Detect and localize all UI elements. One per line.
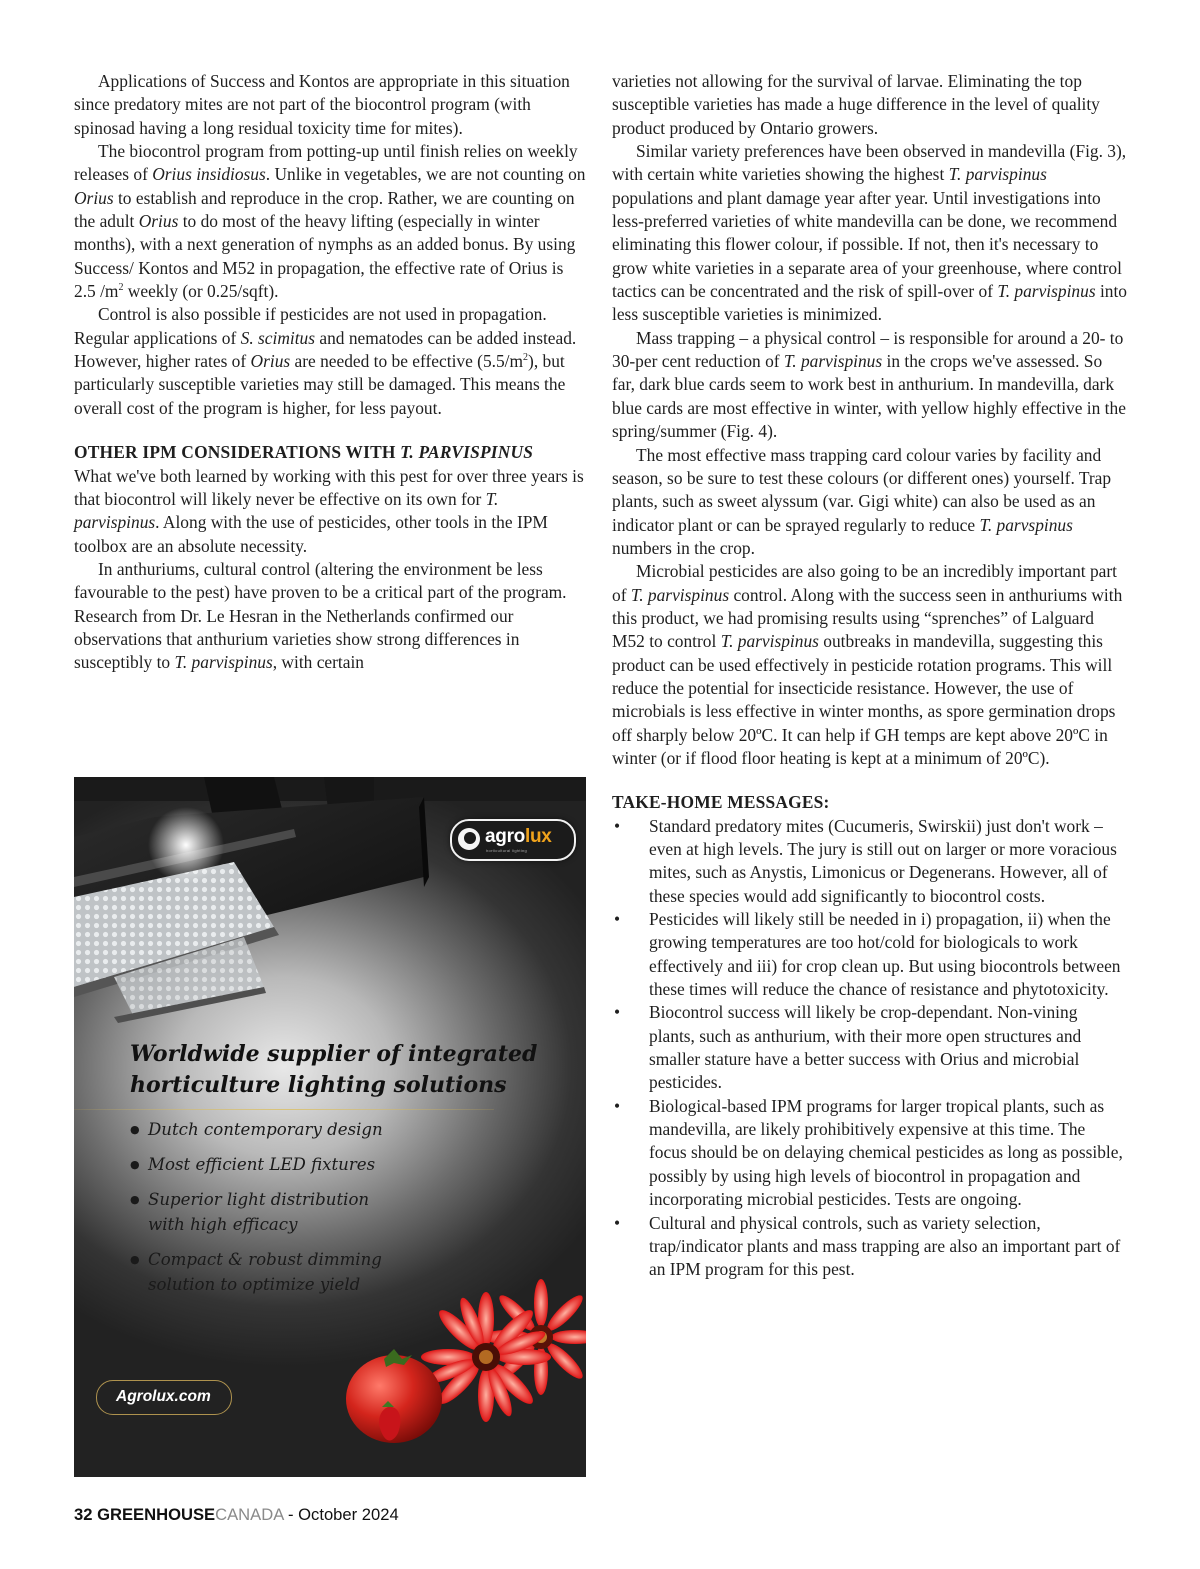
paragraph: Mass trapping – a physical control – is responsible for around a 20- to 30-per cent reduction of T. parvispinus in the crops we've assessed. So far, dark blue cards seem to work best in anthurium. In mandevilla, dark blue cards are most effective in winter, with yellow highly effective in the spring/summer (Fig. 4). (612, 327, 1126, 442)
paragraph: Microbial pesticides are also going to be an incredibly important part of T. parvispinus control. Along with the success seen in anthuriums with this product, we had promising results using “sprenches” of Lalguard M52 to control T. parvispinus outbreaks in mandevilla, suggesting this product can be used effectively in pesticide rotation programs. This will reduce the potential for insecticide resistance. However, the use of microbials is less effective in winter months, as spore germination drops off sharply below 20ºC. It can help if GH temps are kept above 20ºC in winter (or if flood floor heating is kept at a minimum of 20ºC). (612, 561, 1123, 768)
ad-feature-item: ● Dutch contemporary design (130, 1117, 450, 1142)
tomato-and-flowers-image (336, 1267, 586, 1477)
ad-feature-item: ● Superior light distribution with high efficacy (130, 1187, 450, 1237)
agrolux-logo: agrolux horticultural lighting (450, 819, 576, 861)
section-heading: OTHER IPM CONSIDERATIONS WITH T. PARVISPINUS (74, 442, 534, 463)
agrolux-advertisement[interactable] (74, 777, 586, 1477)
paragraph: varieties not allowing for the survival of larvae. Eliminating the top susceptible varieties has made a huge difference in the level of quality product produced by Ontario growers. (612, 71, 1100, 138)
article-right-column (612, 70, 1127, 1282)
paragraph: What we've both learned by working with this pest for over three years is that biocontrol will likely never be effective on its own for T. parvispinus. Along with the use of pesticides, other tools in the IPM toolbox are an absolute necessity. (74, 465, 584, 556)
paragraph: Similar variety preferences have been observed in mandevilla (Fig. 3), with certain white varieties showing the highest T. parvispinus populations and plant damage year after year. Until investigations into less-preferred varieties of white mandevilla can be done, we recommend eliminating this flower colour, if possible. If not, then it's necessary to grow white varieties in a separate area of your greenhouse, where control tactics can be concentrated and the risk of spill-over of T. parvispinus into less susceptible varieties is minimized. (612, 141, 1127, 325)
led-fixture-image (74, 777, 586, 1037)
paragraph: Control is also possible if pesticides are not used in propagation. Regular applications of S. scimitus and nematodes can be added instead. However, higher rates of Orius are needed to be effective $(5.5/m^2)$, but particularly susceptible varieties may still be damaged. This means the overall cost of the program is higher, for less payout. (74, 304, 577, 418)
paragraph: The most effective mass trapping card colour varies by facility and season, so be sure to test these colours (or different ones) yourself. Trap plants, such as sweet alyssum (var. Gigi white) can also be used as an indicator plant or can be sprayed regularly to reduce T. parvspinus numbers in the crop. (612, 444, 1112, 558)
magazine-name-light: CANADA (215, 1505, 284, 1524)
section-heading: TAKE-HOME MESSAGES: (612, 792, 830, 813)
list-item: • Biocontrol success will likely be crop-dependant. Non-vining plants, such as anthurium, with their more open structures and smaller stature have a better success with Orius and microbial pesticides. (614, 1002, 1082, 1093)
list-item: • Cultural and physical controls, such as variety selection, trap/indicator plants and mass trapping are also an important part of an IPM program for this pest. (614, 1212, 1121, 1280)
page-footer (74, 1505, 399, 1525)
paragraph: Applications of Success and Kontos are appropriate in this situation since predatory mites are not part of the biocontrol program (with spinosad having a long residual toxicity time for mites). (74, 71, 570, 138)
ad-feature-item: ● Compact & robust dimming solution to optimize yield (130, 1247, 450, 1297)
agrolux-logo-icon (458, 828, 480, 850)
list-item: • Standard predatory mites (Cucumeris, Swirskii) just don't work – even at high levels. The jury is still out on larger or more voracious mites, such as Anystis, Limonicus or Degenerans. However, all of these species would add significantly to biocontrol costs. (614, 815, 1117, 906)
issue-date: - October 2024 (288, 1505, 399, 1524)
ad-divider (74, 1109, 494, 1110)
article-left-column (74, 70, 586, 675)
take-home-list (612, 815, 1127, 1282)
list-item: • Pesticides will likely still be needed in i) propagation, ii) when the growing temperatures are too hot/cold for biologicals to work effectively and iii) for crop clean up. But using biocontrols between these times will reduce the chance of resistance and phytotoxicity. (614, 909, 1121, 1000)
page-number: 32 (74, 1505, 93, 1524)
magazine-name: GREENHOUSE (97, 1505, 216, 1524)
ad-website-link[interactable]: Agrolux.com (96, 1380, 232, 1415)
paragraph: In anthuriums, cultural control (altering the environment be less favourable to the pest) have proven to be a critical part of the program. Research from Dr. Le Hesran in the Netherlands confirmed our observations that anthurium varieties show strong differences in susceptibly to T. parvispinus, with certain (74, 558, 567, 673)
ad-feature-item: ● Most efficient LED fixtures (130, 1152, 450, 1177)
list-item: • Biological-based IPM programs for larger tropical plants, such as mandevilla, are likely prohibitively expensive at this time. The focus should be on delaying chemical pesticides as long as possible, possibly by using high levels of biocontrol in propagation and incorporating microbial pesticides. Tests are ongoing. (614, 1095, 1123, 1210)
ad-headline: Worldwide supplier of integrated horticulture lighting solutions (130, 1041, 538, 1098)
paragraph: The biocontrol program from potting-up until finish relies on weekly releases of Orius insidiosus. Unlike in vegetables, we are not counting on Orius to establish and reproduce in the crop. Rather, we are counting on the adult Orius to do most of the heavy lifting (especially in winter months), with a next generation of nymphs as an added bonus. By using Success/ Kontos and M52 in propagation, the effective rate of Orius is 2.5 $/m^2$ weekly (or 0.25/sqft). (74, 141, 586, 302)
